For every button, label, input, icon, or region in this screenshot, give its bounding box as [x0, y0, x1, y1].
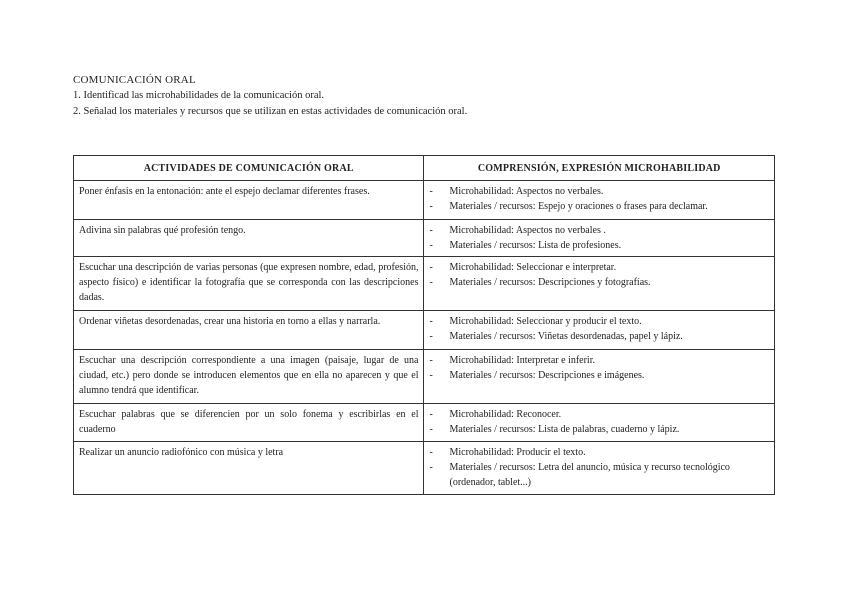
table-row [74, 257, 775, 311]
activity-cell: Realizar un anuncio radiofónico con música y letra [74, 442, 424, 495]
materiales-item: - Materiales / recursos: Espejo y oraciones o frases para declamar. [429, 199, 769, 214]
materiales-item: - Materiales / recursos: Descripciones y fotografías. [429, 275, 769, 290]
table-row [74, 404, 775, 442]
activity-cell: Escuchar palabras que se diferencien por un solo fonema y escribirlas en el cuaderno [74, 404, 424, 442]
materiales-item: - Materiales / recursos: Viñetas desordenadas, papel y lápiz. [429, 329, 769, 344]
header-comprehension: COMPRENSIÓN, EXPRESIÓN MICROHABILIDAD [424, 156, 775, 181]
comprehension-cell [424, 220, 775, 257]
microhabilidad-item: - Microhabilidad: Interpretar e inferir. [429, 353, 769, 368]
comprehension-list [429, 184, 769, 214]
microhabilidad-item: - Microhabilidad: Seleccionar y producir el texto. [429, 314, 769, 329]
activity-cell: Ordenar viñetas desordenadas, crear una historia en torno a ellas y narrarla. [74, 311, 424, 350]
materiales-item: - Materiales / recursos: Lista de palabras, cuaderno y lápiz. [429, 422, 769, 437]
table-row [74, 442, 775, 495]
comprehension-cell [424, 404, 775, 442]
activity-cell: Escuchar una descripción de varias personas (que expresen nombre, edad, profesión, aspecto físico) e identificar la fotografía que se corresponda con las descripciones dadas. [74, 257, 424, 311]
materiales-item: - Materiales / recursos: Descripciones e imágenes. [429, 368, 769, 383]
activity-cell: Escuchar una descripción correspondiente a una imagen (paisaje, lugar de una ciudad, etc.) pero donde se introducen elementos que en ella no aparecen y que el alumno tendrá que identificar. [74, 350, 424, 404]
intro-block [73, 72, 467, 120]
instruction-2: 2. Señalad los materiales y recursos que se utilizan en estas actividades de comunicación oral. [73, 106, 468, 117]
comprehension-cell [424, 350, 775, 404]
table-row [74, 220, 775, 257]
table-row [74, 311, 775, 350]
activities-table [73, 155, 775, 495]
comprehension-list [429, 314, 769, 344]
table-header-row [74, 156, 775, 181]
microhabilidad-item: - Microhabilidad: Aspectos no verbales. [429, 184, 769, 199]
comprehension-cell [424, 181, 775, 220]
table-row [74, 350, 775, 404]
comprehension-list [429, 260, 769, 290]
comprehension-cell [424, 257, 775, 311]
comprehension-cell [424, 442, 775, 495]
microhabilidad-item: - Microhabilidad: Reconocer. [429, 407, 769, 422]
document-title: COMUNICACIÓN ORAL [73, 74, 196, 86]
comprehension-list [429, 445, 769, 490]
comprehension-list [429, 223, 769, 253]
materiales-item: - Materiales / recursos: Letra del anuncio, música y recurso tecnológico (ordenador, tablet...) [429, 460, 769, 490]
comprehension-list [429, 407, 769, 437]
materiales-item: - Materiales / recursos: Lista de profesiones. [429, 238, 769, 253]
microhabilidad-item: - Microhabilidad: Seleccionar e interpretar. [429, 260, 769, 275]
instruction-1: 1. Identificad las microhabilidades de la comunicación oral. [73, 90, 325, 101]
table-row [74, 181, 775, 220]
activity-cell: Adivina sin palabras qué profesión tengo. [74, 220, 424, 257]
comprehension-cell [424, 311, 775, 350]
comprehension-list [429, 353, 769, 383]
header-activities: ACTIVIDADES DE COMUNICACIÓN ORAL [74, 156, 424, 181]
microhabilidad-item: - Microhabilidad: Aspectos no verbales . [429, 223, 769, 238]
activity-cell: Poner énfasis en la entonación: ante el espejo declamar diferentes frases. [74, 181, 424, 220]
microhabilidad-item: - Microhabilidad: Producir el texto. [429, 445, 769, 460]
